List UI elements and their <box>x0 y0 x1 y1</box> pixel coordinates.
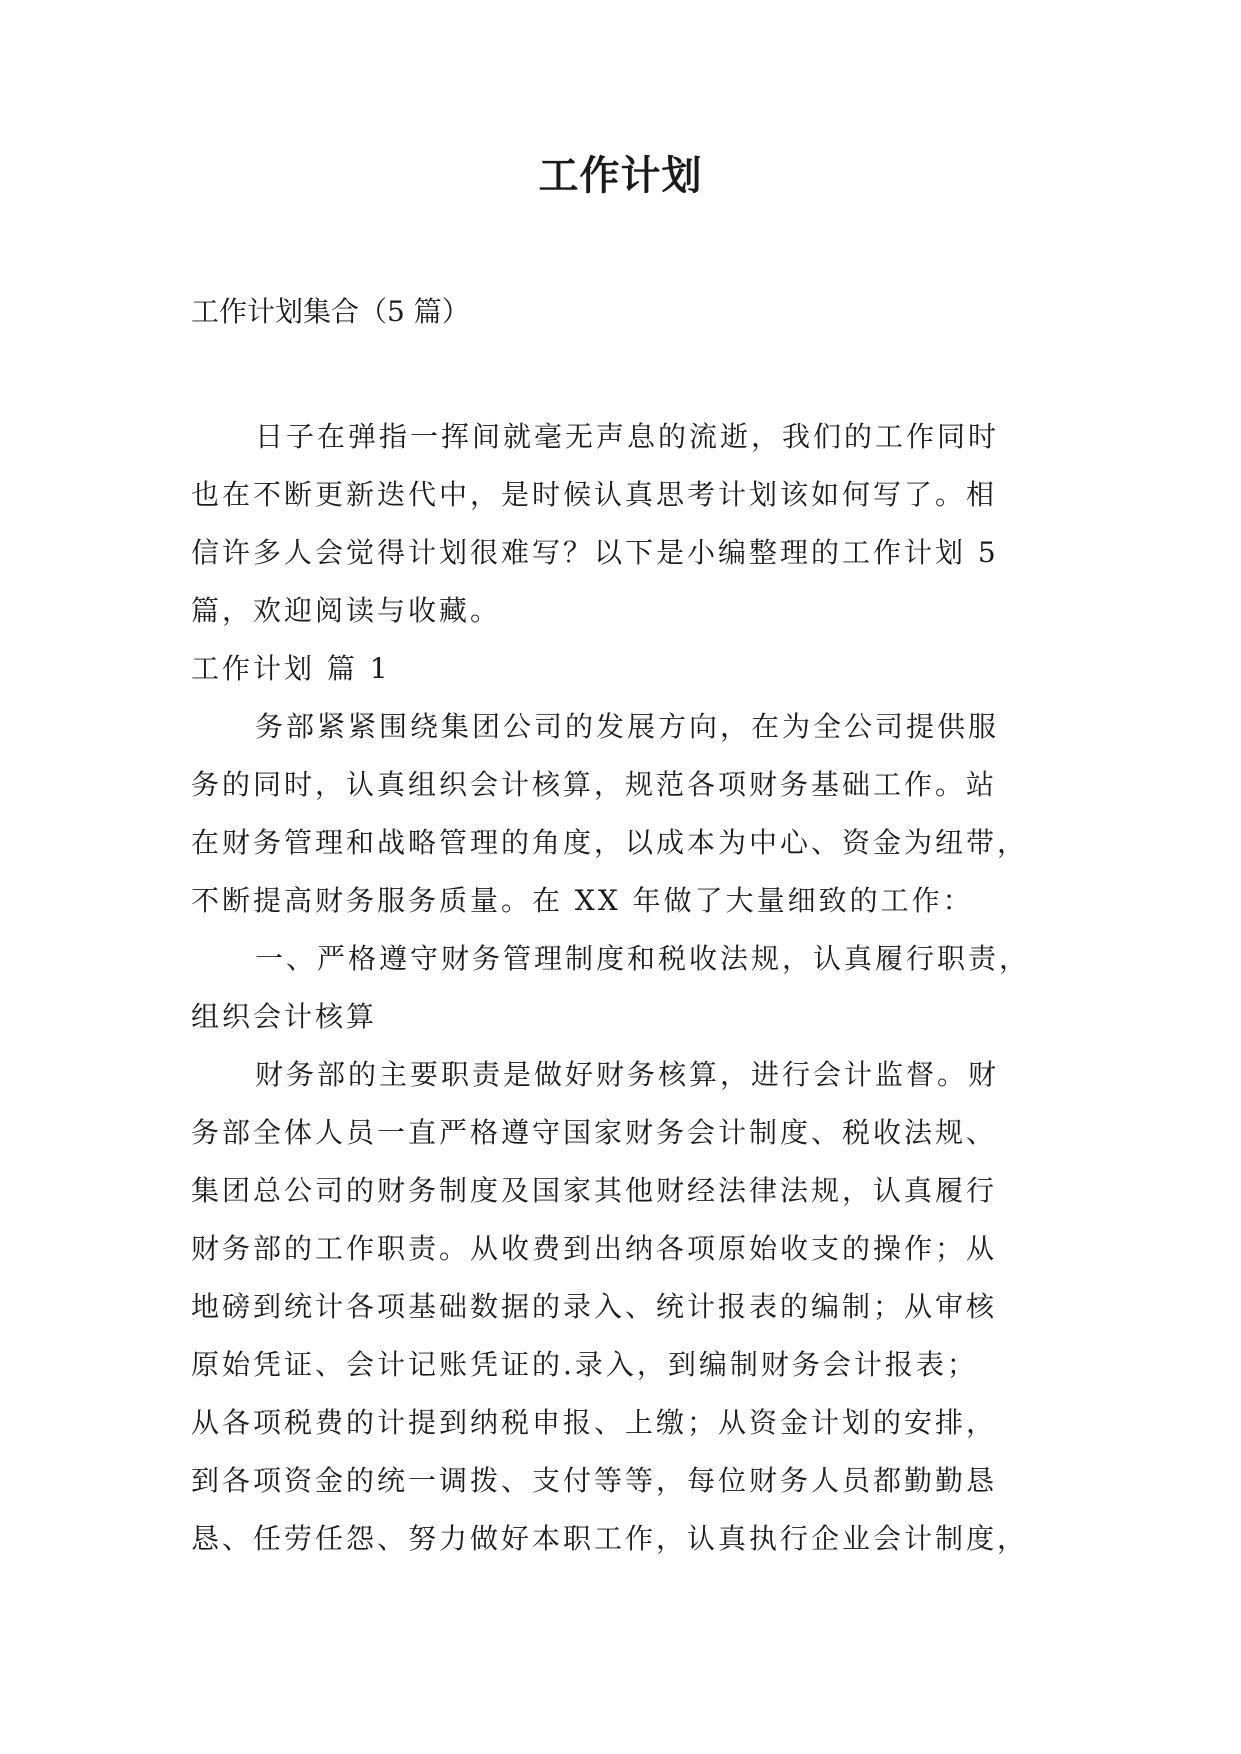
document-subtitle: 工作计划集合（5 篇） <box>191 295 470 328</box>
text-line: 日子在弹指一挥间就毫无声息的流逝，我们的工作同时 <box>255 420 1000 453</box>
text-line: 务的同时，认真组织会计核算，规范各项财务基础工作。站 <box>191 768 998 801</box>
text-line: 组织会计核算 <box>191 1000 378 1033</box>
text-line: 恳、任劳任怨、努力做好本职工作，认真执行企业会计制度， <box>191 1522 1029 1555</box>
text-line: 工作计划 篇 1 <box>191 652 391 685</box>
text-line: 集团总公司的财务制度及国家其他财经法律法规，认真履行 <box>191 1174 998 1207</box>
text-line: 务部紧紧围绕集团公司的发展方向，在为全公司提供服 <box>255 710 1000 743</box>
text-line: 地磅到统计各项基础数据的录入、统计报表的编制；从审核 <box>191 1290 998 1323</box>
text-line: 一、严格遵守财务管理制度和税收法规，认真履行职责， <box>255 942 1031 975</box>
text-line: 篇，欢迎阅读与收藏。 <box>191 594 502 627</box>
text-line: 到各项资金的统一调拨、支付等等，每位财务人员都勤勤恳 <box>191 1464 998 1497</box>
text-line: 务部全体人员一直严格遵守国家财务会计制度、税收法规、 <box>191 1116 998 1149</box>
text-line: 在财务管理和战略管理的角度，以成本为中心、资金为纽带， <box>191 826 1029 859</box>
page-title: 工作计划 <box>538 153 703 199</box>
text-line: 原始凭证、会计记账凭证的.录入，到编制财务会计报表； <box>191 1348 978 1381</box>
text-line: 也在不断更新迭代中，是时候认真思考计划该如何写了。相 <box>191 478 998 511</box>
text-line: 从各项税费的计提到纳税申报、上缴；从资金计划的安排， <box>191 1406 998 1439</box>
text-line: 财务部的主要职责是做好财务核算，进行会计监督。财 <box>255 1058 1000 1091</box>
body-text <box>191 408 1063 1568</box>
text-line: 财务部的工作职责。从收费到出纳各项原始收支的操作；从 <box>191 1232 998 1265</box>
text-line: 信许多人会觉得计划很难写？以下是小编整理的工作计划 5 <box>191 536 999 569</box>
text-line: 不断提高财务服务质量。在 XX 年做了大量细致的工作： <box>191 884 974 917</box>
